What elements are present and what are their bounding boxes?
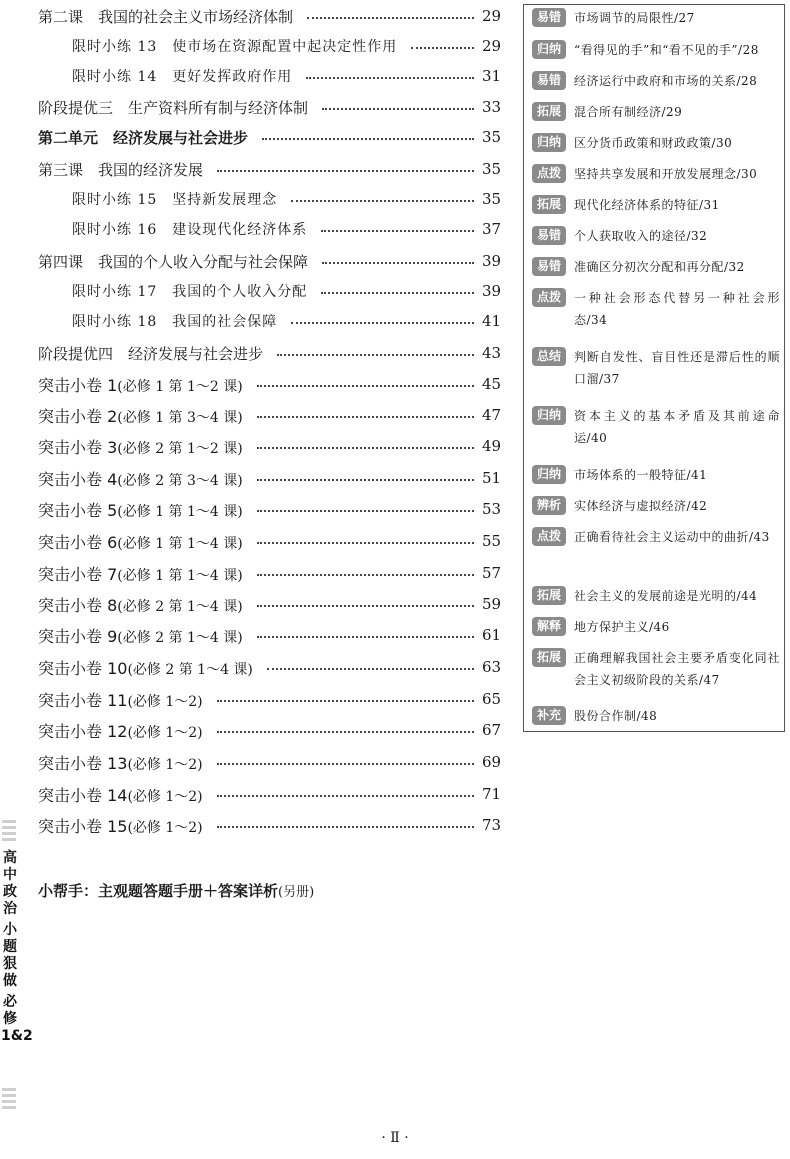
toc-leader-dots [217,170,474,172]
toc-entry-title-text: 突击小卷 13 [38,753,128,773]
spine-line-1: 高中政治 [3,850,17,917]
tip-text: 判断自发性、盲目性还是滞后性的顺口溜/37 [574,350,780,386]
toc-entry[interactable] [38,433,510,459]
toc-entry-title-text: 突击小卷 8 [38,595,118,615]
tip-tag-badge: 点拨 [532,164,566,183]
toc-entry-subtitle: (必修 2 第 1～4 课) [117,598,243,615]
toc-leader-dots [306,77,474,79]
toc-entry[interactable] [38,686,510,712]
toc-entry-title [38,467,243,490]
toc-entry-title-text: 突击小卷 6 [38,532,118,552]
toc-page-number: 29 [482,7,502,25]
tip-item [532,585,780,607]
toc-leader-dots [411,47,474,49]
toc-entry-title-text: 突击小卷 11 [38,690,128,710]
tip-tag-badge: 补充 [532,706,566,725]
toc-entry[interactable] [38,622,510,648]
toc-page-number: 39 [482,282,502,300]
toc-leader-dots [322,108,474,110]
toc-entry-title-text: 阶段提优三 生产资料所有制与经济体制 [38,98,309,117]
toc-entry[interactable] [72,63,510,89]
tip-text: 地方保护主义/46 [574,620,670,634]
toc-page-number: 45 [482,375,502,393]
toc-leader-dots [257,636,474,638]
toc-page-number: 29 [482,37,502,55]
toc-entry[interactable] [38,465,510,491]
toc-entry[interactable] [38,749,510,775]
tip-item [532,225,780,247]
toc-entry[interactable] [72,278,510,304]
toc-leader-dots [257,542,474,544]
toc-entry-title-text: 突击小卷 14 [38,785,128,805]
toc-page-number: 35 [482,190,502,208]
toc-page-number: 71 [482,785,502,803]
toc-entry[interactable] [38,528,510,554]
toc-entry-title [72,281,307,301]
tip-text: 现代化经济体系的特征/31 [574,198,720,212]
toc-entry-subtitle: (必修 1～2) [127,819,203,836]
toc-entry[interactable] [38,248,510,274]
spine-line-3: 必修1&2 [1,994,33,1044]
spine-bars-bottom [2,1088,16,1112]
toc-leader-dots [257,385,474,387]
tip-text: 准确区分初次分配和再分配/32 [574,260,745,274]
toc-entry-subtitle: (必修 1 第 1～4 课) [117,535,243,552]
toc-entry-title-text: 第四课 我国的个人收入分配与社会保障 [38,252,309,271]
toc-page-number: 47 [482,406,502,424]
toc-entry[interactable] [72,33,510,59]
tip-tag-badge: 拓展 [532,102,566,121]
toc-leader-dots [217,731,474,733]
toc-page-number: 43 [482,344,502,362]
toc-entry-title [38,783,203,806]
toc-entry-title [72,66,292,86]
toc-leader-dots [291,322,474,324]
toc-entry-subtitle: (必修 2 第 1～2 课) [117,440,243,457]
tip-item [532,616,780,638]
toc-page-number: 31 [482,67,502,85]
toc-page-number: 33 [482,98,502,116]
tip-text: 一种社会形态代替另一种社会形态/34 [574,291,780,327]
toc-entry-title-text: 突击小卷 10 [38,658,128,678]
tip-item [532,39,780,61]
tip-item [532,464,780,486]
tip-tag-badge: 归纳 [532,406,566,425]
toc-entry[interactable] [72,216,510,242]
tip-item [532,405,780,449]
toc-page-number: 61 [482,626,502,644]
tip-tag-badge: 归纳 [532,465,566,484]
toc-leader-dots [262,138,474,140]
toc-entry-title [72,36,397,56]
toc-entry-title-text: 第二单元 经济发展与社会进步 [38,128,249,147]
toc-entry[interactable] [38,591,510,617]
toc-entry-subtitle: (必修 1 第 1～2 课) [117,378,243,395]
toc-entry[interactable] [38,812,510,838]
toc-entry[interactable] [38,371,510,397]
toc-entry-title [38,814,203,837]
toc-entry-title-text: 突击小卷 7 [38,564,118,584]
tip-item [532,132,780,154]
toc-entry-title-text: 限时小练 17 我国的个人收入分配 [72,284,308,300]
toc-entry[interactable] [38,124,510,150]
toc-entry-title [38,251,308,272]
tip-text: 股份合作制/48 [574,709,658,723]
tip-text: 资本主义的基本矛盾及其前途命运/40 [574,409,780,445]
toc-leader-dots [322,262,474,264]
toc-entry-title [38,498,243,521]
toc-page-number: 59 [482,595,502,613]
toc-entry-subtitle: (必修 1 第 1～4 课) [117,503,243,520]
toc-entry-title-text: 限时小练 13 使市场在资源配置中起决定性作用 [72,39,398,55]
toc-entry[interactable] [38,560,510,586]
toc-page-number: 73 [482,816,502,834]
toc-leader-dots [257,510,474,512]
toc-leader-dots [257,416,474,418]
toc-entry[interactable] [72,186,510,212]
toc-entry-title-text: 突击小卷 15 [38,816,128,836]
toc-entry-subtitle: (必修 1 第 1～4 课) [117,567,243,584]
toc-entry-title [38,435,243,458]
toc-leader-dots [217,700,474,702]
tip-text: 正确理解我国社会主要矛盾变化同社会主义初级阶段的关系/47 [574,651,780,687]
toc-entry-title [38,6,293,27]
toc-entry[interactable] [38,402,510,428]
toc-page-number: 35 [482,128,502,146]
tip-text: 混合所有制经济/29 [574,105,683,119]
tip-tag-badge: 总结 [532,347,566,366]
tip-item [532,7,780,29]
tip-tag-badge: 易错 [532,226,566,245]
tip-item [532,526,780,548]
tip-item [532,194,780,216]
tip-item [532,346,780,390]
toc-leader-dots [257,605,474,607]
toc-entry-title-text: 突击小卷 5 [38,500,118,520]
toc-entry[interactable] [38,717,510,743]
toc-entry-subtitle: (必修 1～2) [127,756,203,773]
toc-entry[interactable] [72,308,510,334]
tip-tag-badge: 拓展 [532,195,566,214]
toc-entry-title [72,219,307,239]
toc-entry[interactable] [38,94,510,120]
toc-entry-title [38,127,248,148]
toc-entry-title [72,311,277,331]
toc-entry-title [38,593,243,616]
tip-tag-badge: 拓展 [532,648,566,667]
tip-text: 社会主义的发展前途是光明的/44 [574,589,758,603]
spine-line-2: 小题狠做 [3,922,17,989]
toc-leader-dots [217,763,474,765]
toc-leader-dots [257,479,474,481]
toc-page-number: 67 [482,721,502,739]
toc-page-number: 41 [482,312,502,330]
toc-page-number: 53 [482,500,502,518]
toc-entry-title-text: 突击小卷 9 [38,626,118,646]
toc-page-number: 35 [482,160,502,178]
toc-entry-title [72,189,277,209]
toc-page-number: 65 [482,690,502,708]
page-number: · Ⅱ · [381,1130,409,1146]
toc-entry-title [38,404,243,427]
toc-entry-subtitle: (必修 1～2) [127,693,203,710]
toc-entry-title-text: 第二课 我国的社会主义市场经济体制 [38,7,294,26]
toc-leader-dots [291,200,474,202]
tip-tag-badge: 易错 [532,71,566,90]
toc-entry-title [38,624,243,647]
toc-entry-title-text: 突击小卷 2 [38,406,118,426]
toc-entry-subtitle: (必修 2 第 3～4 课) [117,472,243,489]
toc-leader-dots [321,292,474,294]
tip-tag-badge: 解释 [532,617,566,636]
book-spine [0,820,33,1120]
toc-entry-title [38,562,243,585]
tip-tag-badge: 拓展 [532,586,566,605]
toc-entry[interactable] [38,3,510,29]
helper-note-remark: (另册) [278,885,315,900]
toc-leader-dots [277,354,474,356]
toc-entry-subtitle: (必修 1～2) [127,724,203,741]
tip-tag-badge: 归纳 [532,40,566,59]
toc-page-number: 63 [482,658,502,676]
toc-page-number: 69 [482,753,502,771]
tip-text: 市场体系的一般特征/41 [574,468,708,482]
toc-leader-dots [267,668,474,670]
tip-item [532,647,780,691]
toc-entry-title [38,656,253,679]
toc-leader-dots [217,795,474,797]
toc-entry-title-text: 突击小卷 3 [38,437,118,457]
toc-entry-title-text: 突击小卷 4 [38,469,118,489]
tip-tag-badge: 易错 [532,257,566,276]
toc-entry-title [38,688,203,711]
toc-entry-title-text: 第三课 我国的经济发展 [38,160,204,179]
toc-leader-dots [217,826,474,828]
toc-entry-title [38,719,203,742]
tip-item [532,705,780,727]
toc-leader-dots [321,230,474,232]
tip-tag-badge: 归纳 [532,133,566,152]
toc-entry-title-text: 限时小练 16 建设现代化经济体系 [72,222,308,238]
toc-page-number: 39 [482,252,502,270]
toc-entry[interactable] [38,654,510,680]
toc-entry-title [38,373,243,396]
tip-item [532,287,780,331]
toc-leader-dots [257,574,474,576]
toc-entry-title-text: 突击小卷 12 [38,721,128,741]
toc-leader-dots [307,17,474,19]
tip-text: 正确看待社会主义运动中的曲折/43 [574,530,770,544]
helper-text: 小帮手：主观题答题手册＋答案详析 [38,882,279,900]
toc-entry-title [38,751,203,774]
tip-item [532,70,780,92]
toc-entry-subtitle: (必修 1 第 3～4 课) [117,409,243,426]
toc-entry-title-text: 限时小练 14 更好发挥政府作用 [72,69,293,85]
toc-entry-title [38,343,263,364]
tip-tag-badge: 易错 [532,8,566,27]
toc-entry-title [38,159,203,180]
tip-tag-badge: 点拨 [532,288,566,307]
tip-item [532,163,780,185]
tip-text: 市场调节的局限性/27 [574,11,695,25]
tip-text: 区分货币政策和财政政策/30 [574,136,733,150]
toc-entry-title-text: 限时小练 15 坚持新发展理念 [72,192,278,208]
toc-entry-title-text: 阶段提优四 经济发展与社会进步 [38,344,264,363]
toc-page-number: 55 [482,532,502,550]
tip-text: 坚持共享发展和开放发展理念/30 [574,167,758,181]
tip-text: 个人获取收入的途径/32 [574,229,708,243]
toc-entry-title-text: 限时小练 18 我国的社会保障 [72,314,278,330]
toc-entry-title [38,530,243,553]
tip-text: “看得见的手”和“看不见的手”/28 [574,43,759,57]
toc-page-number: 37 [482,220,502,238]
tip-item [532,101,780,123]
toc-entry-title-text: 突击小卷 1 [38,375,118,395]
toc-page-number: 51 [482,469,502,487]
tip-tag-badge: 点拨 [532,527,566,546]
toc-leader-dots [257,447,474,449]
spine-title [1,850,33,1045]
toc-entry-subtitle: (必修 1～2) [127,788,203,805]
tip-text: 实体经济与虚拟经济/42 [574,499,708,513]
tip-item [532,256,780,278]
tip-item [532,495,780,517]
tip-tag-badge: 辨析 [532,496,566,515]
tip-text: 经济运行中政府和市场的关系/28 [574,74,758,88]
toc-entry[interactable] [38,496,510,522]
helper-note [38,880,314,901]
toc-page-number: 49 [482,437,502,455]
toc-entry[interactable] [38,156,510,182]
toc-entry-title [38,97,308,118]
toc-page-number: 57 [482,564,502,582]
toc-entry[interactable] [38,781,510,807]
tips-sidebar [523,4,785,732]
spine-bars-top [2,820,16,844]
toc-entry-subtitle: (必修 2 第 1～4 课) [117,629,243,646]
toc-entry[interactable] [38,340,510,366]
toc-entry-subtitle: (必修 2 第 1～4 课) [127,661,253,678]
